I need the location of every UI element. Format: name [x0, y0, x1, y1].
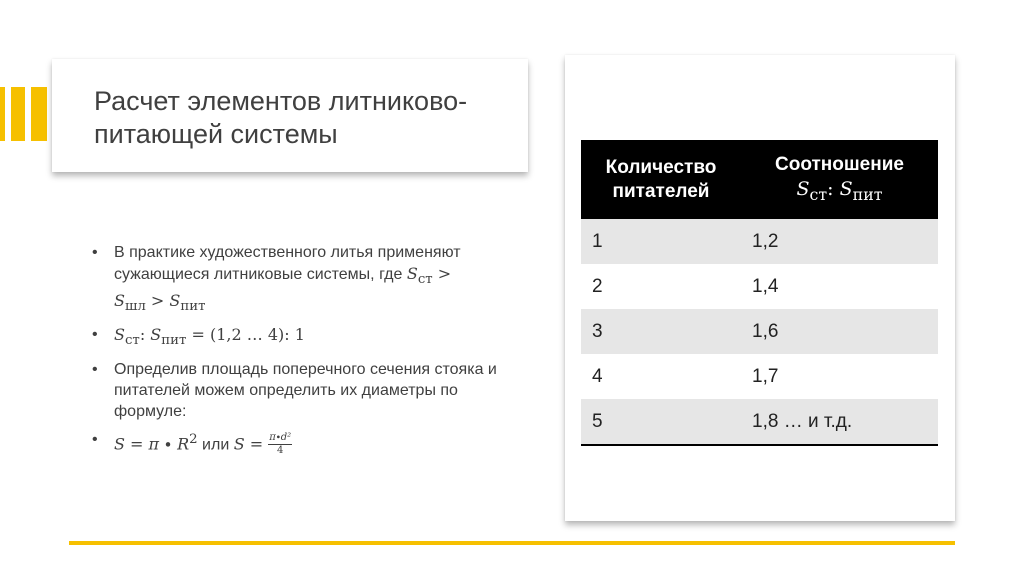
- math-subscript: пит: [180, 299, 206, 315]
- header-ratio-label: Соотношение: [775, 153, 904, 175]
- cell-ratio: 1,8 … и т.д.: [741, 399, 938, 445]
- math-subscript: пит: [852, 184, 883, 204]
- header-count: [581, 140, 741, 219]
- table-row: [581, 264, 938, 309]
- math-operator: :: [139, 325, 151, 345]
- bullet-item: [92, 242, 512, 317]
- fraction-numerator: π∙d²: [269, 432, 292, 444]
- math-operator: :: [827, 177, 840, 200]
- bullet-item: [92, 359, 512, 422]
- math-subscript: ст: [417, 272, 433, 288]
- math-subscript: пит: [161, 333, 187, 349]
- header-count-label: Количество питателей: [605, 156, 717, 202]
- math-symbol: S: [406, 264, 418, 283]
- fraction: [268, 432, 292, 457]
- bullet-item: [92, 429, 512, 458]
- table-row: [581, 309, 938, 354]
- bullet-list: [92, 242, 512, 464]
- cell-count: 1: [581, 219, 741, 264]
- cell-ratio: 1,6: [741, 309, 938, 354]
- accent-bar: [31, 87, 47, 141]
- formula-area-radius: S = π ∙ R: [114, 433, 190, 453]
- title-card: [52, 59, 528, 172]
- cell-ratio: 1,4: [741, 264, 938, 309]
- header-ratio: [741, 140, 938, 219]
- math-subscript: ст: [124, 333, 140, 349]
- cell-ratio: 1,7: [741, 354, 938, 399]
- cell-count: 4: [581, 354, 741, 399]
- table-card: [565, 55, 955, 521]
- table-row: [581, 399, 938, 445]
- accent-bar: [11, 87, 25, 141]
- accent-bar: [0, 87, 5, 141]
- math-symbol: S: [839, 177, 853, 200]
- math-symbol: S: [796, 177, 810, 200]
- math-operator: >: [145, 291, 170, 311]
- table-row: [581, 354, 938, 399]
- math-exponent: 2: [189, 431, 198, 447]
- fraction-denominator: 4: [277, 445, 284, 457]
- cell-count: 2: [581, 264, 741, 309]
- cell-count: 3: [581, 309, 741, 354]
- math-subscript: ст: [809, 184, 828, 204]
- bullet-text: В практике художественного литья применяют сужающиеся литниковые системы, где: [114, 244, 461, 283]
- math-operator: >: [432, 264, 452, 283]
- math-symbol: S: [114, 325, 125, 345]
- table-row: [581, 219, 938, 264]
- math-symbol: S: [150, 325, 162, 345]
- cell-count: 5: [581, 399, 741, 445]
- cell-ratio: 1,2: [741, 219, 938, 264]
- formula-or: или: [197, 435, 234, 453]
- formula-area-diameter: S =: [233, 433, 269, 453]
- bottom-accent-line: [69, 541, 955, 545]
- math-expression: = (1,2 … 4): 1: [186, 325, 305, 345]
- bullet-text: Определив площадь поперечного сечения стояка и питателей можем определить их диаметры по формуле:: [114, 360, 497, 420]
- table-header-row: [581, 140, 938, 219]
- bullet-item: [92, 324, 512, 351]
- math-symbol: S: [169, 291, 181, 311]
- math-symbol: S: [114, 291, 125, 311]
- ratio-table: [581, 140, 938, 446]
- slide-title: Расчет элементов литниково-питающей системы: [94, 86, 468, 149]
- math-subscript: шл: [124, 299, 146, 315]
